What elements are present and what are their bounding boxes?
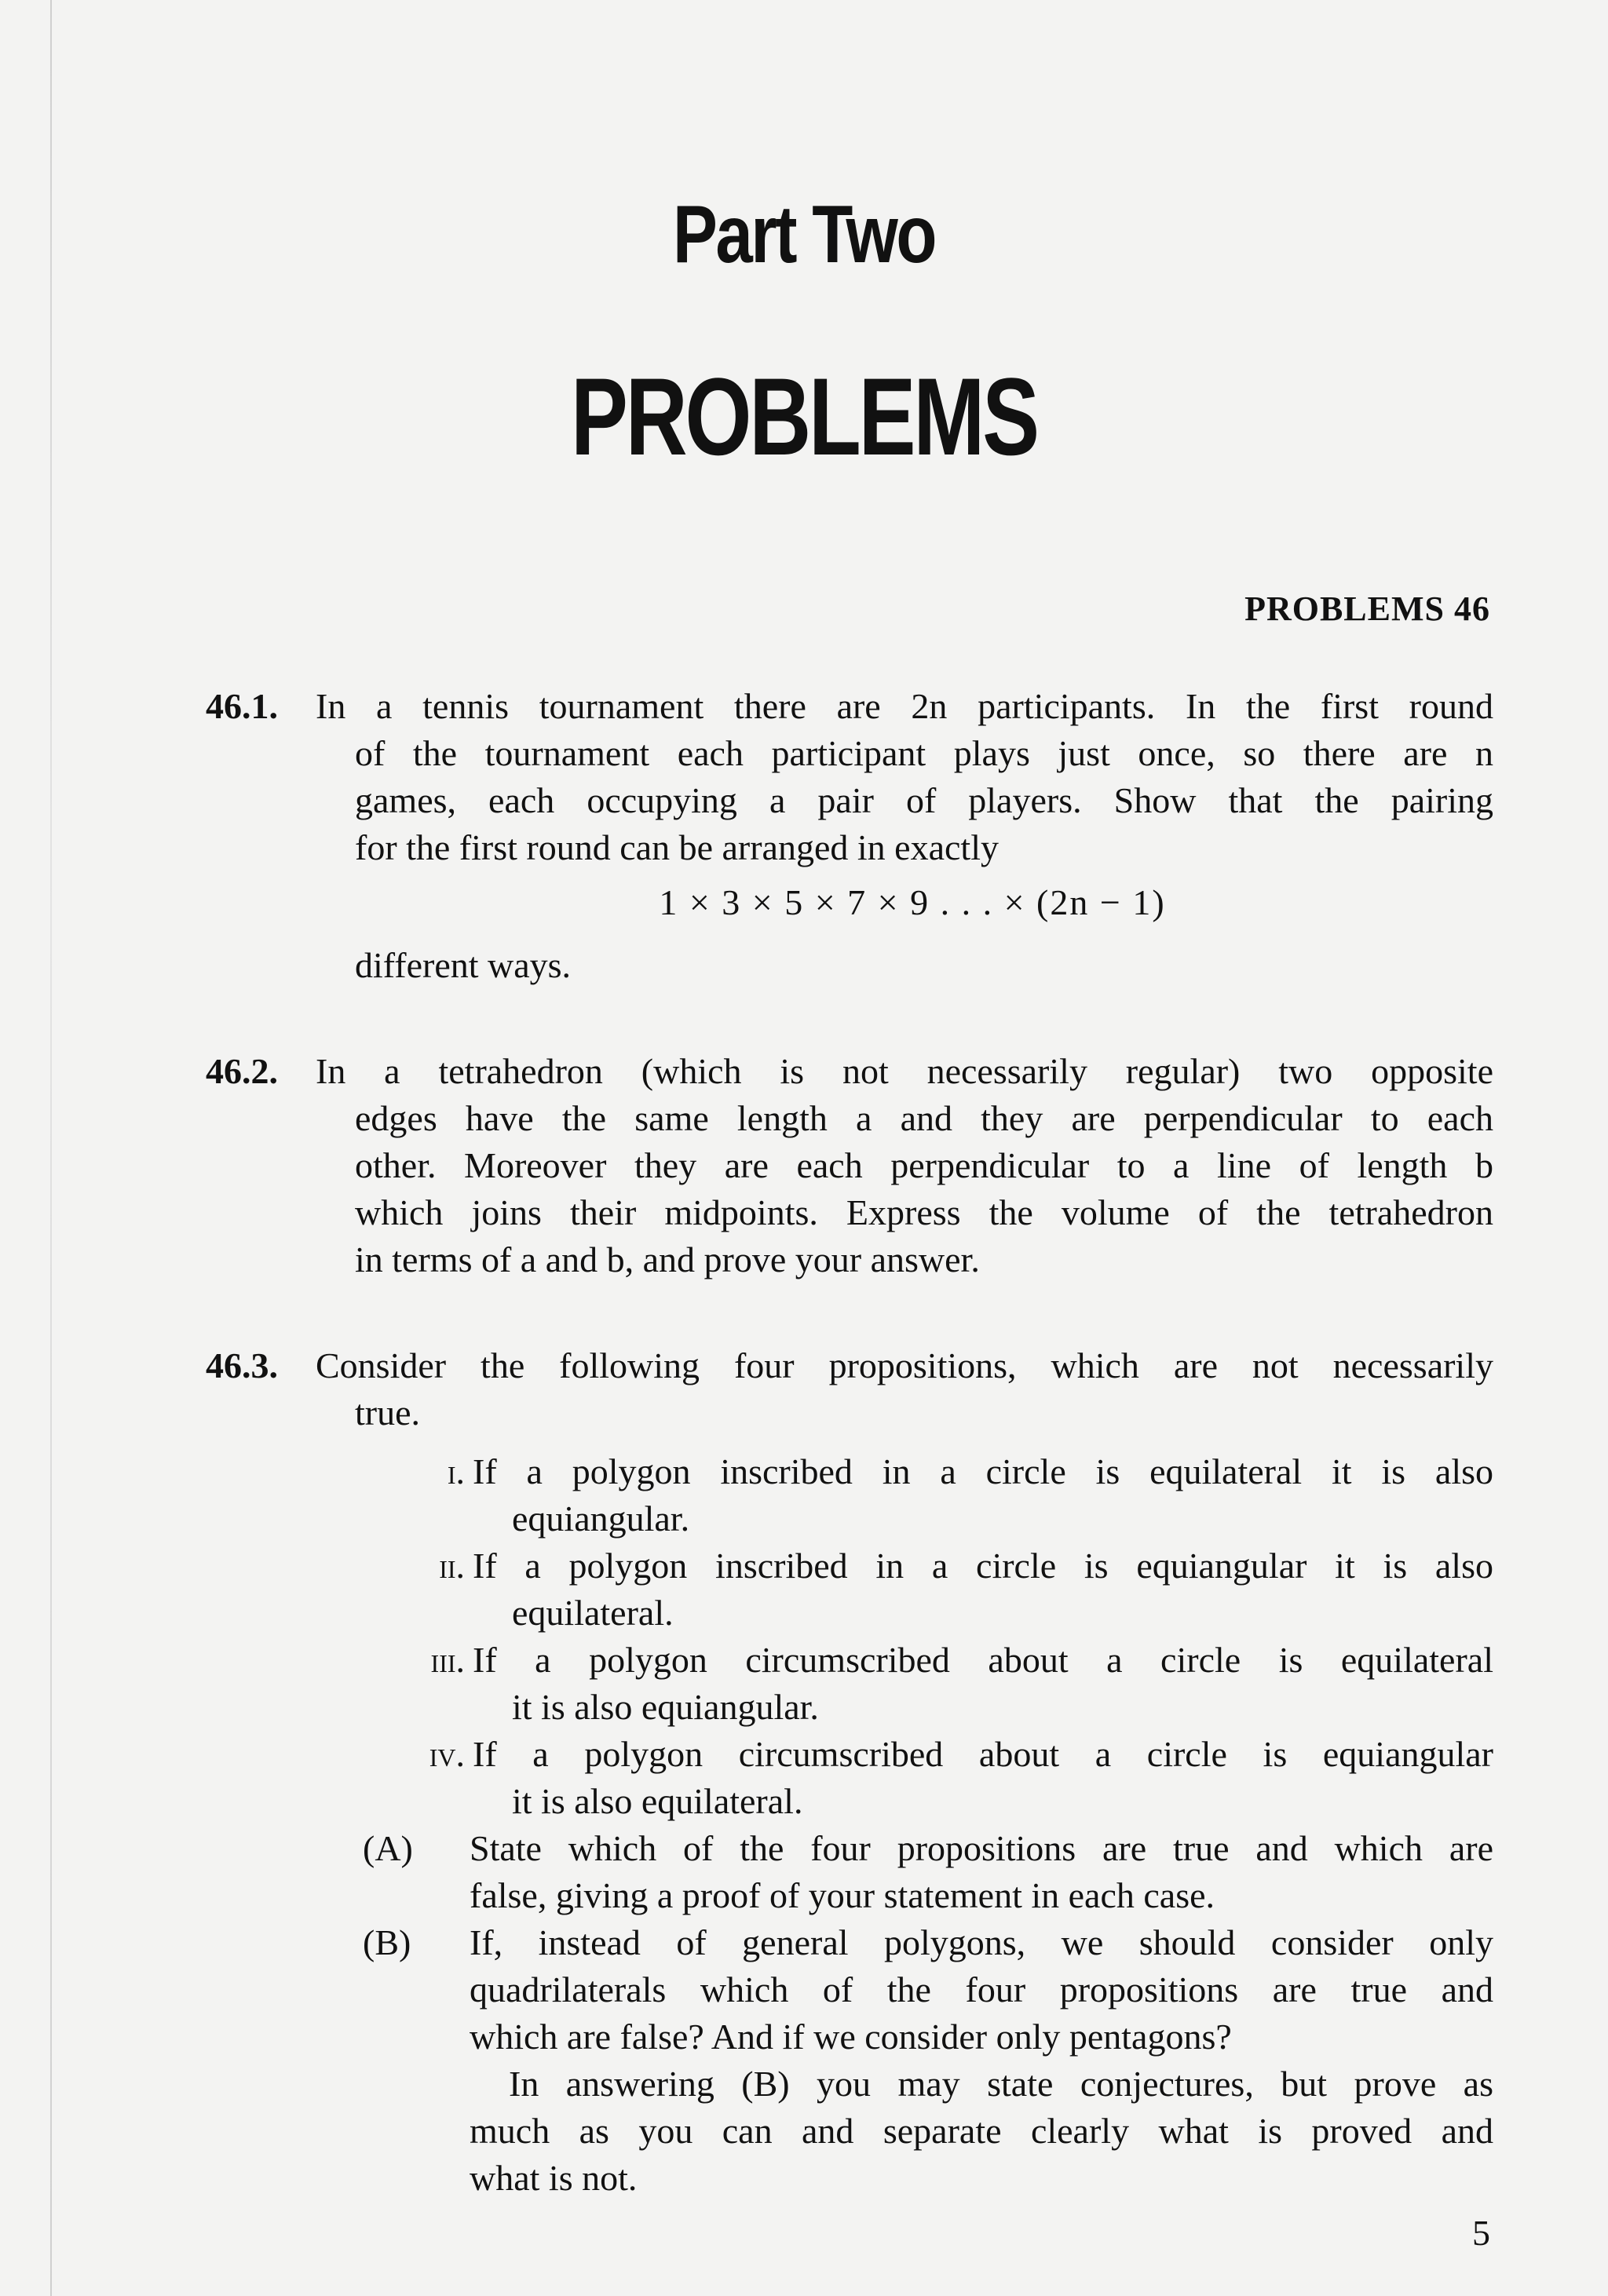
problem-line: In a tennis tournament there are 2n participants. In the first round [316,686,1493,726]
problem-line: edges have the same length a and they are perpendicular to each [355,1098,1493,1138]
problem-line: games, each occupying a pair of players. Show that the pairing [355,780,1493,820]
part-line: which are false? And if we consider only pentagons? [470,2017,1232,2057]
part-label: (A) [363,1828,413,1868]
proposition-line: If a polygon inscribed in a circle is equiangular it is also [473,1546,1493,1586]
note-line: much as you can and separate clearly what is proved and [470,2111,1493,2151]
part-line: If, instead of general polygons, we should consider only [470,1922,1493,1962]
proposition-label: iii. [430,1640,465,1680]
page-edge [50,0,52,2296]
problem-line: for the first round can be arranged in exactly [355,827,999,867]
proposition-line: If a polygon inscribed in a circle is equilateral it is also [473,1451,1493,1491]
note-line: what is not. [470,2158,638,2198]
problem-number: 46.2. [206,1051,278,1091]
note-line: In answering (B) you may state conjectures, but prove as [509,2064,1493,2104]
page-number: 5 [1472,2213,1490,2253]
problem-line: other. Moreover they are each perpendicular to a line of length b [355,1145,1493,1185]
proposition-line: If a polygon circumscribed about a circle is equilateral [473,1640,1493,1680]
proposition-label: i. [447,1451,465,1491]
problem-line: Consider the following four propositions, which are not necessarily [316,1345,1493,1385]
part-line: false, giving a proof of your statement in each case. [470,1875,1215,1915]
problem-number: 46.3. [206,1345,278,1385]
proposition-line: equilateral. [512,1593,674,1633]
problem-line: true. [355,1393,421,1433]
part-line: State which of the four propositions are true and which are [470,1828,1493,1868]
problem-line: different ways. [355,945,572,985]
problem-line: In a tetrahedron (which is not necessarily regular) two opposite [316,1051,1493,1091]
part-label: (B) [363,1922,411,1962]
problem-line: in terms of a and b, and prove your answer. [355,1239,980,1279]
problem-line: of the tournament each participant plays just once, so there are n [355,733,1493,773]
product-formula: 1 × 3 × 5 × 7 × 9 . . . × (2n − 1) [659,882,1166,922]
main-title: PROBLEMS [571,355,1037,478]
problem-number: 46.1. [206,686,278,726]
proposition-line: If a polygon circumscribed about a circle is equiangular [473,1734,1493,1774]
proposition-label: ii. [439,1546,465,1586]
section-heading: PROBLEMS 46 [1244,590,1490,628]
part-line: quadrilaterals which of the four propositions are true and [470,1969,1493,2009]
proposition-line: it is also equilateral. [512,1781,803,1821]
part-title: Part Two [672,189,936,280]
problem-line: which joins their midpoints. Express the volume of the tetrahedron [355,1192,1493,1232]
proposition-label: iv. [429,1734,465,1774]
proposition-line: equiangular. [512,1498,690,1539]
proposition-line: it is also equiangular. [512,1687,819,1727]
